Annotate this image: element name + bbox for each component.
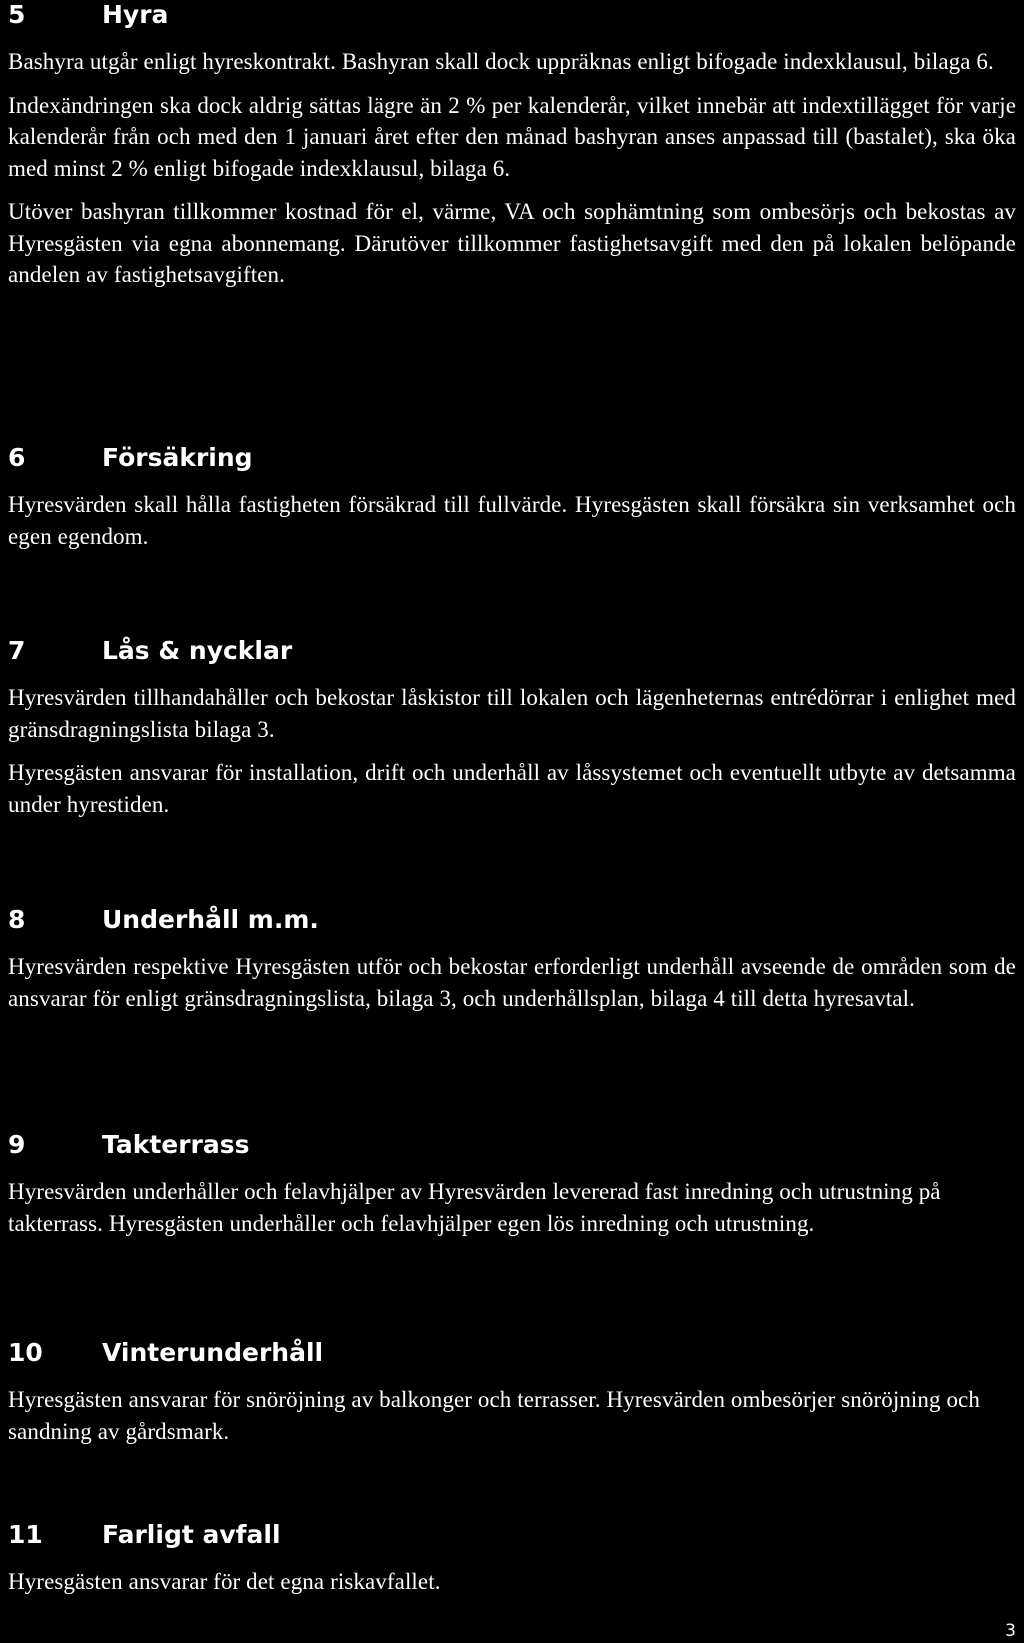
section-heading — [8, 1130, 1016, 1164]
section-number: 9 — [8, 1130, 26, 1159]
section-heading — [8, 1520, 1016, 1554]
paragraph: Hyresvärden tillhandahåller och bekostar låskistor till lokalen och lägenheternas entrédörrar i enlighet med gränsdragningslista bilaga 3. — [8, 685, 1016, 742]
section-number: 6 — [8, 443, 26, 472]
section-title: Lås & nycklar — [102, 636, 293, 665]
section-title: Försäkring — [102, 443, 253, 472]
section-5-hyra — [8, 0, 1016, 291]
section-number: 11 — [8, 1520, 43, 1549]
section-title: Underhåll m.m. — [102, 905, 319, 934]
section-number: 8 — [8, 905, 26, 934]
section-title: Hyra — [102, 0, 169, 29]
section-title: Vinterunderhåll — [102, 1338, 324, 1367]
section-title: Takterrass — [102, 1130, 250, 1159]
section-8-underhall — [8, 905, 1016, 1014]
section-heading — [8, 0, 1016, 34]
paragraph: Indexändringen ska dock aldrig sättas lägre än 2 % per kalenderår, vilket innebär att indextillägget för varje kalenderår från och med den 1 januari året efter den månad bashyran anses anpassad till (bastalet), ska öka med minst 2 % enligt bifogade indexklausul, bilaga 6. — [8, 92, 1016, 181]
paragraph: Hyresvärden underhåller och felavhjälper av Hyresvärden levererad fast inredning och utrustning på takterrass. Hyresgästen underhåller och felavhjälper egen lös inredning och utrustning. — [8, 1179, 941, 1236]
paragraph: Bashyra utgår enligt hyreskontrakt. Bashyran skall dock uppräknas enligt bifogade indexklausul, bilaga 6. — [8, 49, 994, 74]
section-heading — [8, 1338, 1016, 1372]
paragraph: Hyresgästen ansvarar för snöröjning av balkonger och terrasser. Hyresvärden ombesörjer snöröjning och sandning av gårdsmark. — [8, 1387, 980, 1444]
page-number: 3 — [1005, 1621, 1016, 1641]
section-heading — [8, 443, 1016, 477]
section-title: Farligt avfall — [102, 1520, 281, 1549]
section-number: 5 — [8, 0, 26, 29]
section-10-vinterunderhall — [8, 1338, 1016, 1447]
paragraph: Hyresvärden skall hålla fastigheten försäkrad till fullvärde. Hyresgästen skall försäkra sin verksamhet och egen egendom. — [8, 492, 1016, 549]
section-heading — [8, 636, 1016, 670]
section-heading — [8, 905, 1016, 939]
paragraph: Hyresvärden respektive Hyresgästen utför och bekostar erforderligt underhåll avseende de områden som de ansvarar för enligt gränsdragningslista, bilaga 3, och underhållsplan, bilaga 4 till detta hyresavtal. — [8, 954, 1016, 1011]
section-9-takterrass — [8, 1130, 1016, 1239]
paragraph: Hyresgästen ansvarar för installation, drift och underhåll av låssystemet och eventuellt utbyte av detsamma under hyrestiden. — [8, 760, 1016, 817]
paragraph: Hyresgästen ansvarar för det egna riskavfallet. — [8, 1569, 441, 1594]
section-number: 10 — [8, 1338, 43, 1367]
section-7-las-nycklar — [8, 636, 1016, 820]
section-11-farligt-avfall — [8, 1520, 1016, 1598]
section-6-forsakring — [8, 443, 1016, 552]
section-number: 7 — [8, 636, 26, 665]
paragraph: Utöver bashyran tillkommer kostnad för el, värme, VA och sophämtning som ombesörjs och bekostas av Hyresgästen via egna abonnemang. Därutöver tillkommer fastighetsavgift med den på lokalen belöpande andelen av fastighetsavgiften. — [8, 199, 1016, 287]
